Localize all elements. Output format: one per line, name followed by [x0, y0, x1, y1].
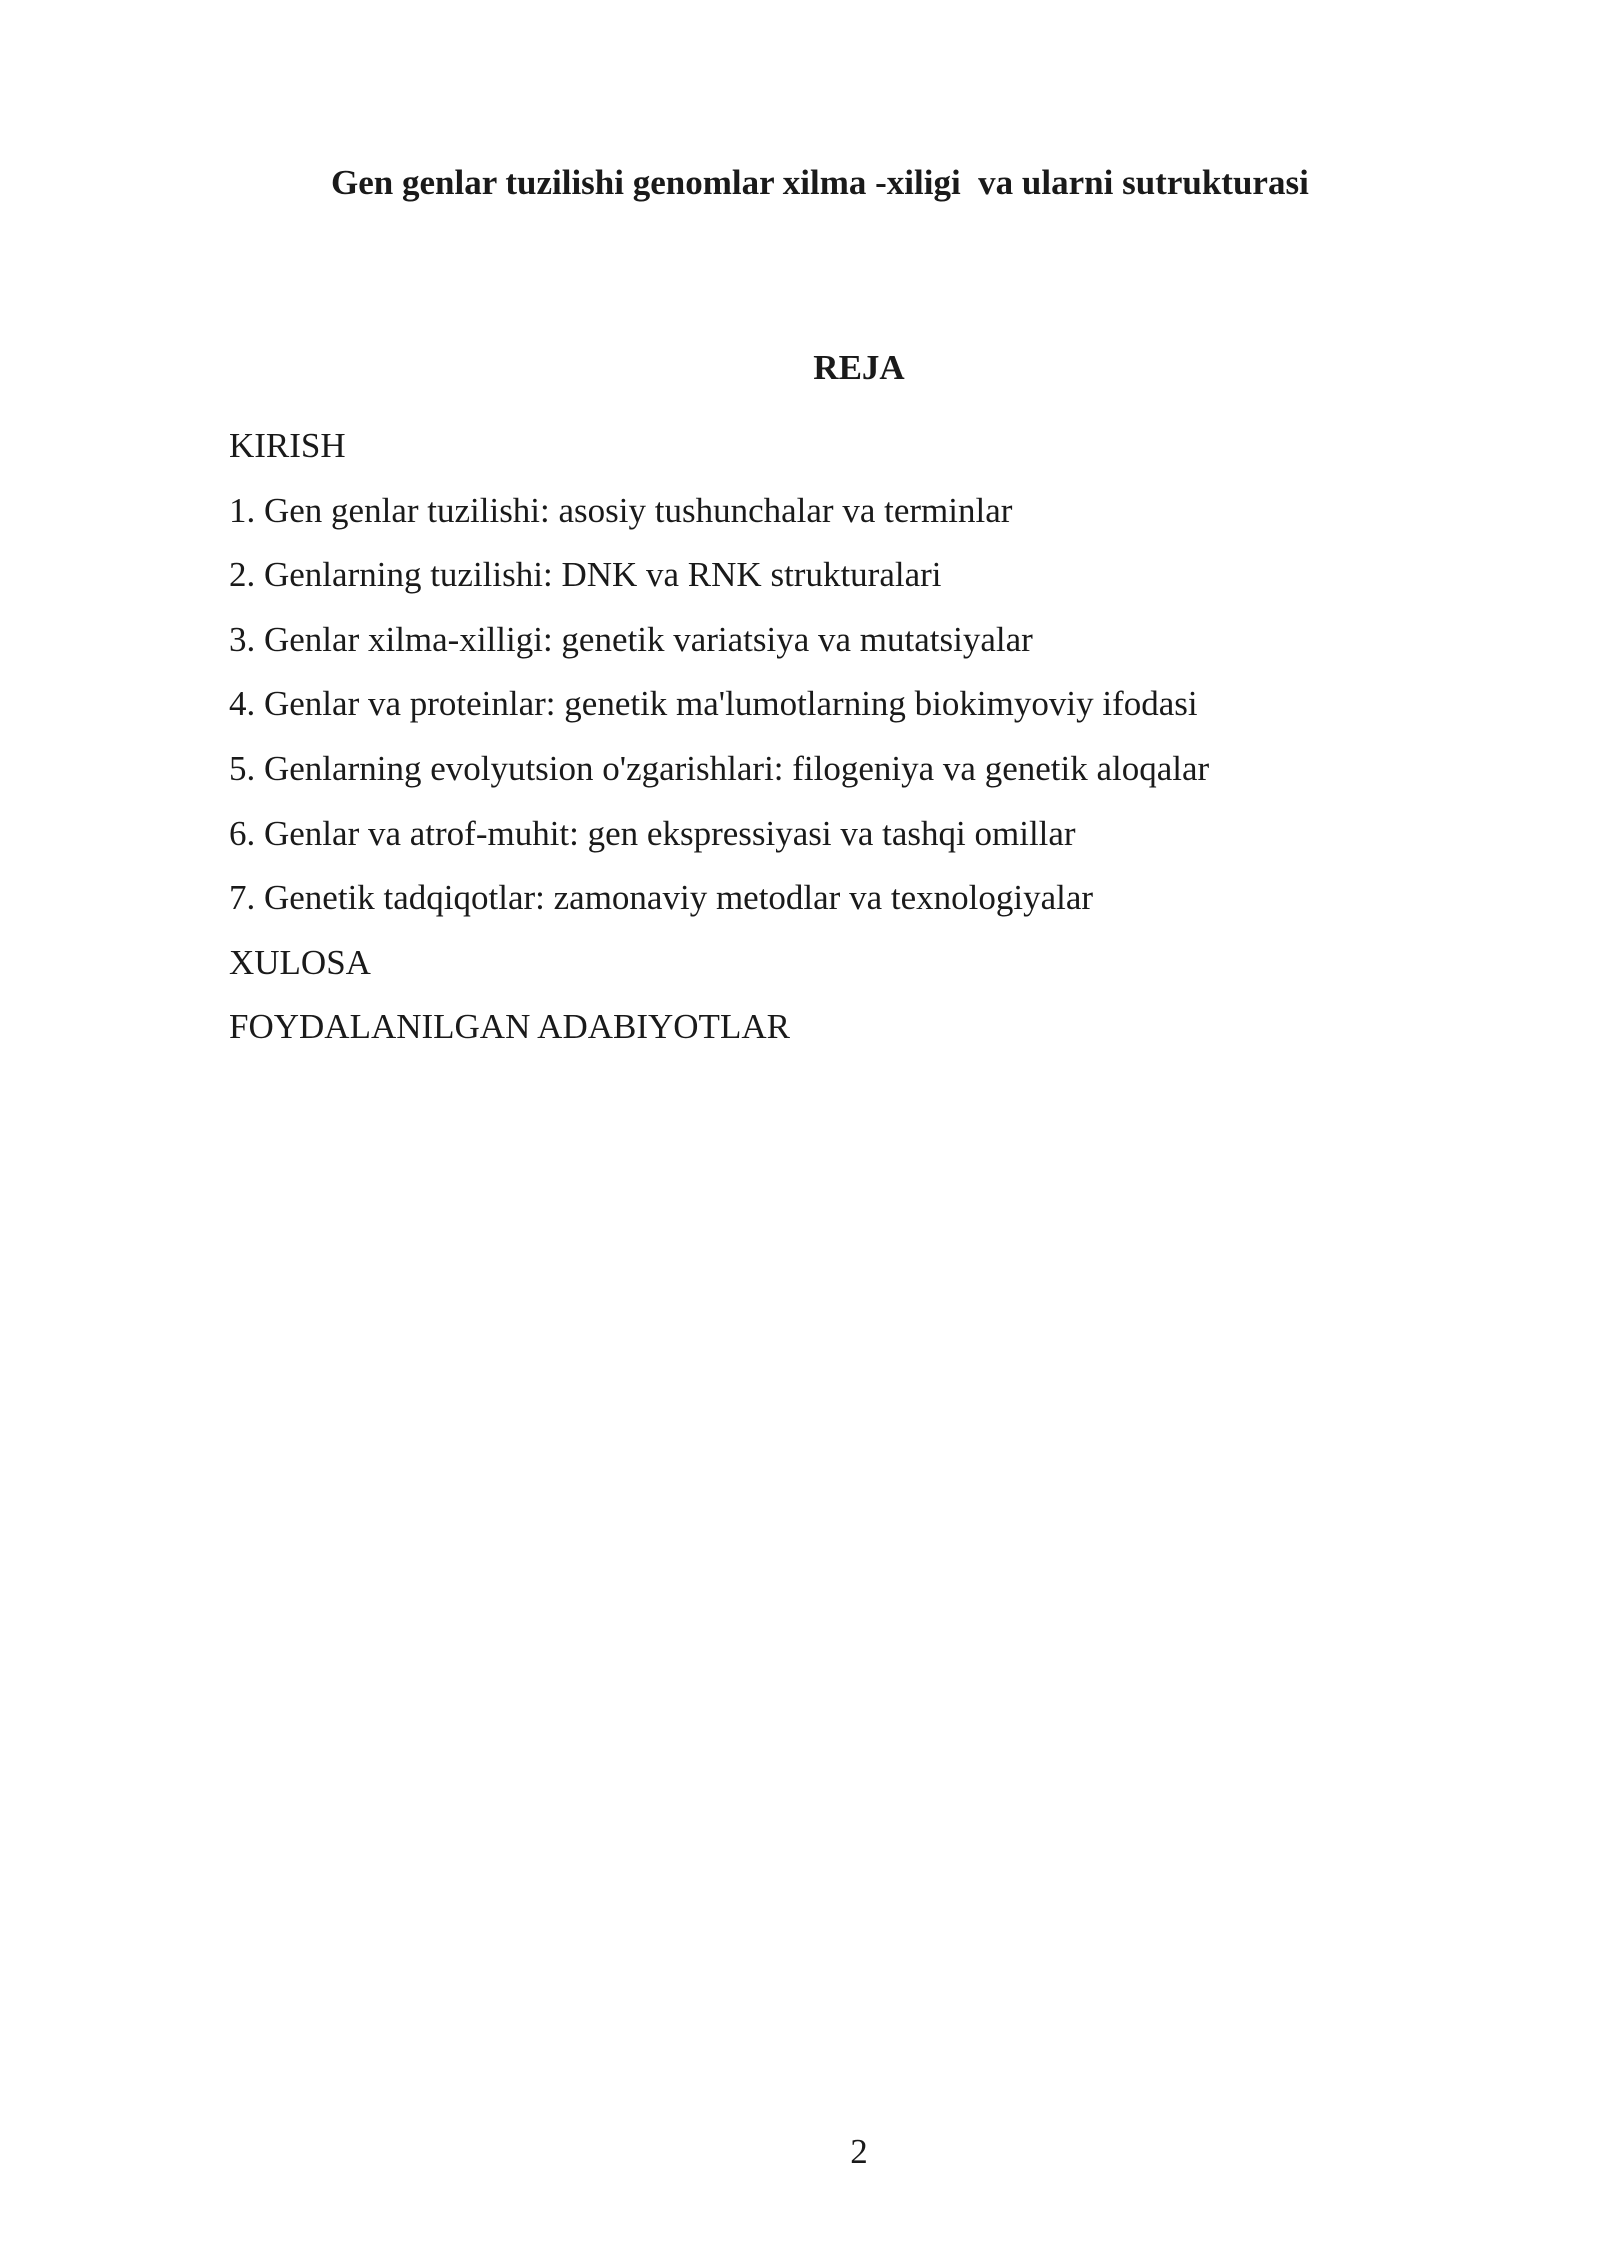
document-title: Gen genlar tuzilishi genomlar xilma -xiligi va ularni sutrukturasi	[331, 163, 1309, 202]
plan-item-2: 2. Genlarning tuzilishi: DNK va RNK strukturalari	[229, 555, 942, 595]
plan-list	[229, 414, 1209, 1060]
plan-item-1: 1. Gen genlar tuzilishi: asosiy tushunchalar va terminlar	[229, 490, 1013, 530]
page-number: 2	[850, 2132, 868, 2171]
plan-item-introduction: KIRISH	[229, 426, 346, 465]
plan-item-6: 6. Genlar va atrof-muhit: gen ekspressiyasi va tashqi omillar	[229, 813, 1076, 853]
plan-item-5: 5. Genlarning evolyutsion o'zgarishlari: filogeniya va genetik aloqalar	[229, 748, 1210, 788]
plan-item-references: FOYDALANILGAN ADABIYOTLAR	[229, 1007, 790, 1047]
plan-item-4: 4. Genlar va proteinlar: genetik ma'lumotlarning biokimyoviy ifodasi	[229, 684, 1198, 724]
plan-item-conclusion: XULOSA	[229, 942, 371, 982]
plan-item-3: 3. Genlar xilma-xilligi: genetik variatsiya va mutatsiyalar	[229, 619, 1033, 659]
plan-item-7: 7. Genetik tadqiqotlar: zamonaviy metodlar va texnologiyalar	[229, 878, 1094, 918]
plan-heading: REJA	[813, 348, 905, 387]
